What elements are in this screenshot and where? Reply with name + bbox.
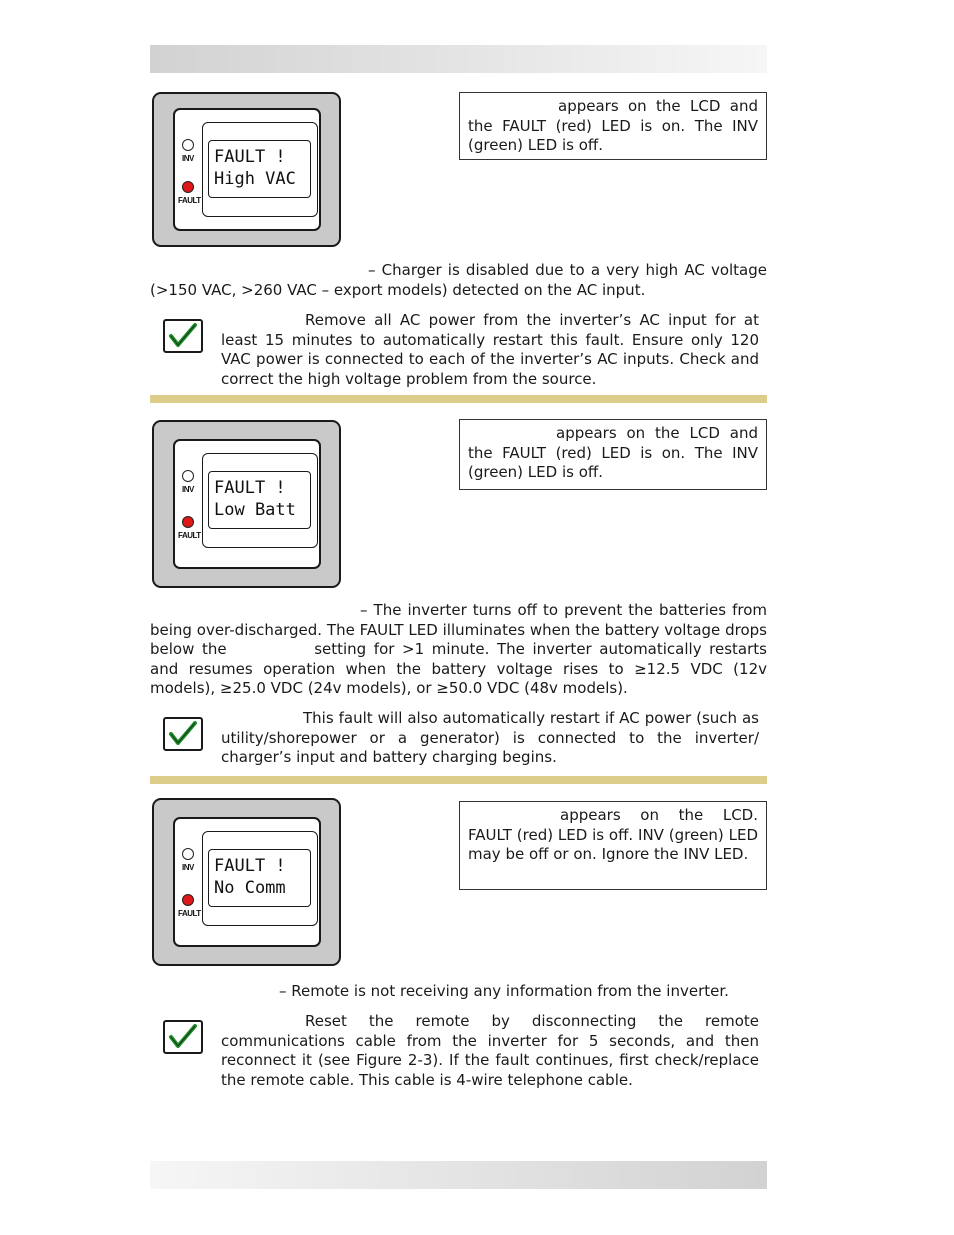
remote-face [173, 439, 321, 569]
lcd-screen [208, 471, 311, 529]
checkmark-icon [163, 717, 203, 751]
symptom-box [459, 801, 767, 890]
remedy-text: Remove all AC power from the inverter’s AC input for at least 15 minutes to automatically restart this fault. Ensure only 120 VAC power is connected to each of the inverter’s AC inputs. Check and correct the high voltage problem from the source. [221, 311, 759, 388]
cause-paragraph [150, 261, 767, 300]
remote-display-no-comm [152, 798, 341, 966]
remedy-text-block [221, 709, 759, 768]
lcd-line-1: FAULT ! [214, 478, 286, 498]
inv-led-label: INV [182, 863, 194, 872]
lcd-line-2: No Comm [214, 878, 286, 898]
symptom-text: appears on the LCD and the FAULT (red) LED is on. The INV (green) LED is off. [468, 424, 758, 481]
inv-led-icon [182, 470, 194, 482]
remedy-text: This fault will also automatically restart if AC power (such as utility/shorepower or a generator) is connected to the inverter/ charger’s input and battery charging begins. [221, 709, 759, 766]
footer-band [150, 1161, 767, 1189]
lcd-line-1: FAULT ! [214, 856, 286, 876]
lcd-line-2: Low Batt [214, 500, 296, 520]
inv-led-icon [182, 139, 194, 151]
inv-led-label: INV [182, 154, 194, 163]
lcd-line-1: FAULT ! [214, 147, 286, 167]
lcd-bezel [202, 831, 318, 926]
remote-display-high-vac [152, 92, 341, 247]
cause-text-part-b: setting for >1 minute. The inverter automatically restarts and resumes operation when the battery voltage rises to ≥12.5 VDC (12v models), ≥25.0 VDC (24v models), or ≥50.0 VDC (48v models). [150, 640, 767, 697]
lcd-screen [208, 140, 311, 198]
fault-led-label: FAULT [178, 531, 201, 540]
lcd-line-2: High VAC [214, 169, 296, 189]
fault-led-icon [182, 181, 194, 193]
fault-led-icon [182, 894, 194, 906]
inv-led-icon [182, 848, 194, 860]
section-divider [150, 395, 767, 403]
cause-text: – Remote is not receiving any information from the inverter. [279, 982, 729, 1000]
remote-face [173, 817, 321, 947]
remote-display-low-batt [152, 420, 341, 588]
remote-face [173, 108, 321, 231]
cause-text-part-a: – The inverter turns off to prevent the batteries from being over-discharged. The FAULT LED illuminates when the battery voltage drops below the [150, 601, 767, 658]
symptom-box [459, 92, 767, 160]
lcd-bezel [202, 122, 318, 217]
checkmark-icon [163, 319, 203, 353]
cause-paragraph [150, 601, 767, 699]
symptom-text: appears on the LCD and the FAULT (red) LED is on. The INV (green) LED is off. [468, 97, 758, 154]
remedy-text: Reset the remote by disconnecting the remote communications cable from the inverter for 5 seconds, and then reconnect it (see Figure 2-3). If the fault continues, first check/replace the remote cable. This cable is 4-wire telephone cable. [221, 1012, 759, 1089]
remedy-text-block [221, 311, 759, 389]
fault-led-label: FAULT [178, 909, 201, 918]
section-divider [150, 776, 767, 784]
lcd-screen [208, 849, 311, 907]
fault-led-icon [182, 516, 194, 528]
remedy-text-block [221, 1012, 759, 1090]
cause-paragraph [150, 982, 767, 1002]
checkmark-icon [163, 1020, 203, 1054]
inv-led-label: INV [182, 485, 194, 494]
lcd-bezel [202, 453, 318, 548]
symptom-text: appears on the LCD. FAULT (red) LED is off. INV (green) LED may be off or on. Ignore the INV LED. [468, 806, 758, 863]
fault-led-label: FAULT [178, 196, 201, 205]
header-band [150, 45, 767, 73]
symptom-box [459, 419, 767, 490]
cause-text: – Charger is disabled due to a very high AC voltage (>150 VAC, >260 VAC – export models) detected on the AC input. [150, 261, 767, 299]
